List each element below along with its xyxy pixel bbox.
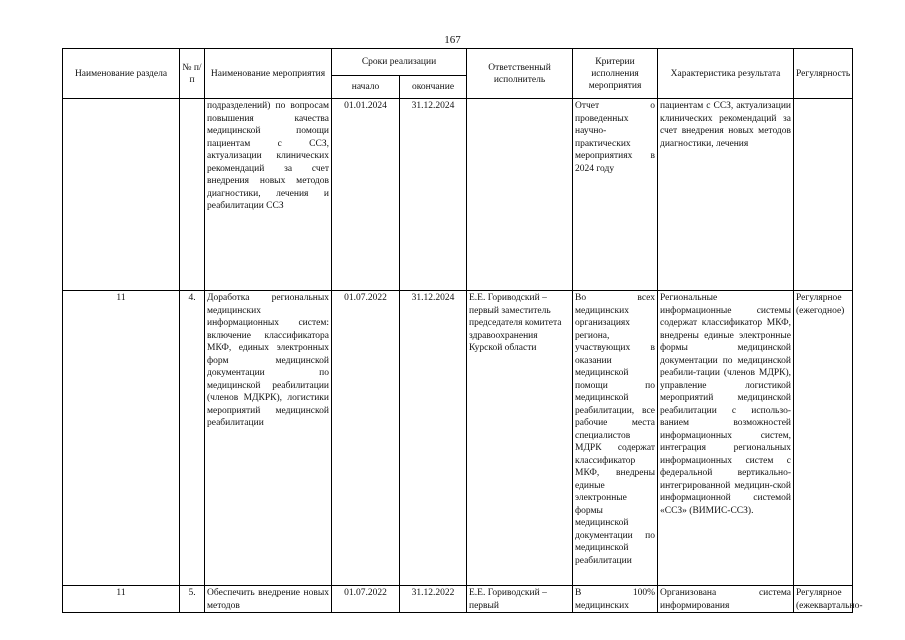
cell-criteria: В 100% медицинских <box>575 588 655 611</box>
cell-regularity: Регулярное (ежегодное) <box>794 291 853 586</box>
activities-table <box>62 48 863 613</box>
cell-result: пациентам с ССЗ, актуализации клинических рекомендаций за счет внедрения новых методов диагностики, лечения <box>658 99 794 291</box>
header-regularity: Регулярность <box>794 49 853 99</box>
table-row <box>63 291 853 586</box>
cell-activity: Обеспечить внедрение новых методов <box>207 588 329 611</box>
cell-criteria: Отчет о проведенных научно-практических мероприятиях в 2024 году <box>573 99 658 291</box>
header-criteria: Критерии исполнения мероприятия <box>573 49 658 99</box>
page-number: 167 <box>444 34 461 46</box>
cell-end: 31.12.2024 <box>400 291 467 586</box>
cell-responsible: Е.Е. Гоpиводский – первый <box>469 588 547 611</box>
cell-num <box>180 99 205 291</box>
cell-start: 01.07.2022 <box>344 588 387 598</box>
header-result: Характеристика результата <box>658 49 794 99</box>
cell-num: 5. <box>188 588 196 598</box>
cell-responsible <box>467 99 573 291</box>
cell-criteria: Во всех медицинских организациях региона, участвующих в оказании медицинской помощи по медицинской реабилитации, все рабочие места специалистов МДРК содержат классификатор МКФ, внедрены единые электронные формы медицинской документации по медицинской реабилитации <box>573 291 658 586</box>
cell-activity: подразделений) по вопросам повышения качества медицинской помощи пациентам с ССЗ, актуализации клинических рекомендаций за счет внедрения новых методов диагностики, лечения и реабилитации ССЗ <box>205 99 332 291</box>
cell-regularity: Регулярное (ежеквартально- <box>796 588 863 611</box>
header-row-1 <box>63 49 853 76</box>
header-responsible: Ответственный исполнитель <box>467 49 573 99</box>
cell-responsible: Е.Е. Гоpиводский – первый заместитель председателя комитета здравоохранения Курской области <box>467 291 573 586</box>
header-start: начало <box>332 76 400 99</box>
table-row <box>63 586 853 613</box>
cell-regularity <box>794 99 853 291</box>
cell-end: 31.12.2024 <box>400 99 467 291</box>
cell-section: 11 <box>63 291 180 586</box>
header-section-name: Наименование раздела <box>63 49 180 99</box>
table-row <box>63 99 853 291</box>
header-end: окончание <box>400 76 467 99</box>
cell-end: 31.12.2022 <box>411 588 455 598</box>
cell-start: 01.07.2022 <box>332 291 400 586</box>
cell-num: 4. <box>180 291 205 586</box>
cell-result: Региональные информационные системы содержат классификатор МКФ, внедрены единые электронные формы медицинской документации по медицинской реабили-тации (членов МДРК), управление логистикой мероприятий медицинской реабилитации с использо-ванием возможностей информационных систем, интеграция региональных информационных систем с федеральной вертикально-интегрированной медицин-ской информационной системой «ССЗ» (ВИМИС-ССЗ). <box>658 291 794 586</box>
cell-section: 11 <box>116 588 126 598</box>
cell-activity: Доработка региональных медицинских информационных систем: включение классификатора МКФ, единых электронных форм медицинской документации по медицинской реабилитации (членов МДКРК), логистики мероприятий медицинской реабилитации <box>205 291 332 586</box>
header-activity-name: Наименование мероприятия <box>205 49 332 99</box>
cell-result: Организована система информирования <box>660 588 791 611</box>
header-terms: Сроки реализации <box>332 49 467 76</box>
cell-section <box>63 99 180 291</box>
header-num: № п/п <box>180 49 205 99</box>
cell-start: 01.01.2024 <box>332 99 400 291</box>
